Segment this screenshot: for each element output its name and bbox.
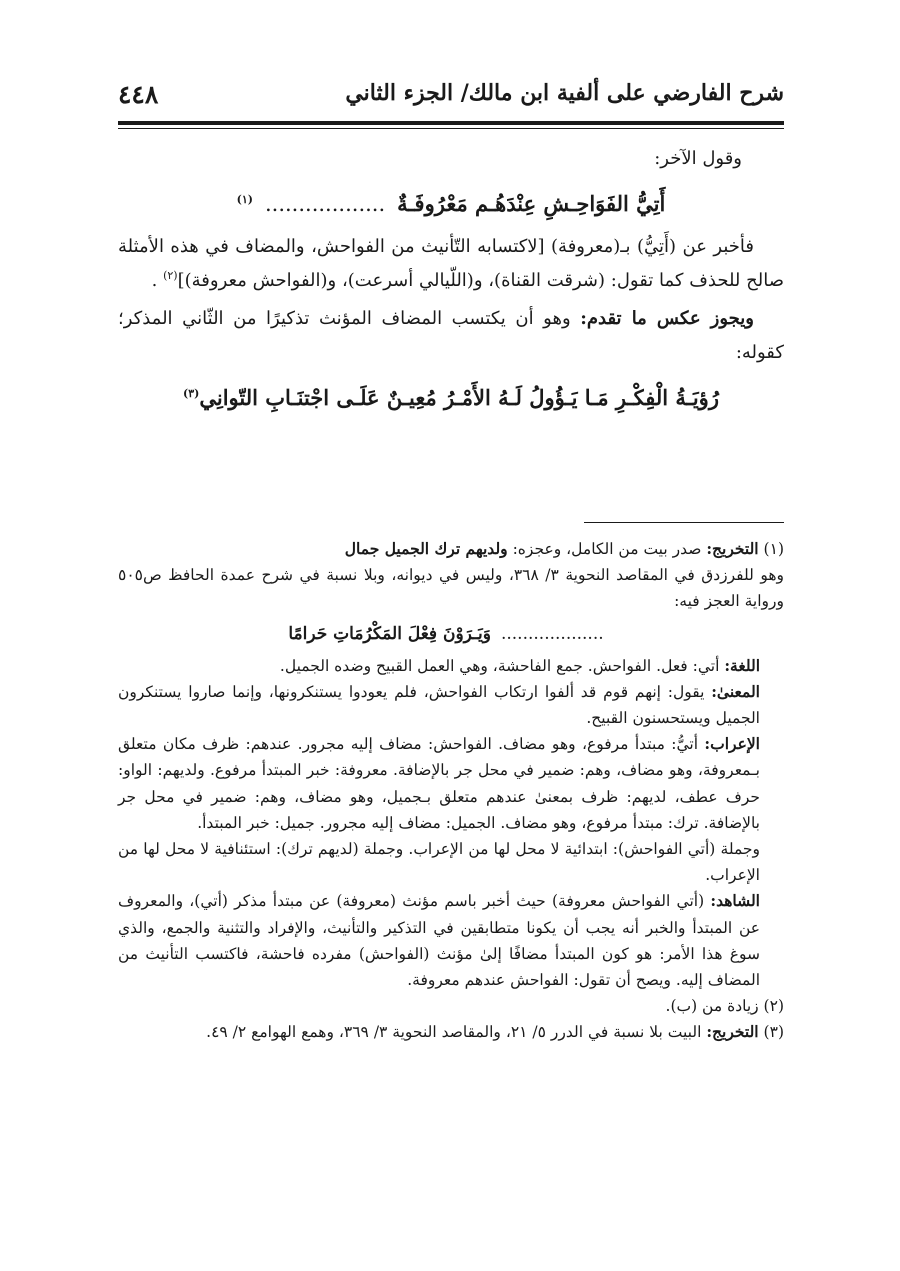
footnote-1-hemistich: ولديهم ترك الجميل جمال [344, 539, 508, 558]
header-rule-thick [118, 121, 784, 125]
footnotes [118, 536, 784, 1046]
footnote-1-sources: وهو للفرزدق في المقاصد النحوية ٣/ ٣٦٨، وليس في ديوانه، وبلا نسبة في شرح عمدة الحافظ ص٥٠٥ ورواية العجز فيه: [118, 566, 785, 611]
footnote-3 [118, 1019, 784, 1045]
lugha-text: أتي: فعل. الفواحش. جمع الفاحشة، وهي العمل القبيح وضده الجميل. [279, 656, 725, 675]
irab-label: الإعراب: [704, 734, 760, 754]
paragraph-1-end: . [151, 270, 164, 291]
footnote-marker-1: (١) [236, 193, 253, 206]
maana-label: المعنىٰ: [711, 681, 760, 701]
footnote-1-verse-text: وَيَـرَوْنَ فِعْلَ المَكْرُمَاتِ حَرامًا [288, 623, 491, 644]
footnote-marker-3: (٣) [183, 387, 200, 400]
footnote-3-label: التخريج: [706, 1022, 759, 1042]
paragraph-2-text: وهو أن يكتسب المضاف المؤنث تذكيرًا من الثّاني المذكر؛ كقوله: [118, 308, 784, 363]
page-number: ٤٤٨ [118, 80, 159, 109]
footnote-3-number: (٣) [758, 1023, 784, 1042]
paragraph-2 [118, 302, 784, 370]
footnote-separator [584, 522, 784, 523]
intro-line: وقول الآخر: [654, 148, 742, 169]
footnote-1-number: (١) [758, 540, 784, 558]
verse-1-text: أَتِيُّ الفَوَاحِـشِ عِنْدَهُـم مَعْرُوفَـةٌ [397, 191, 666, 216]
shahid-text: (أتي الفواحش معروفة) حيث أخبر باسم مؤنث (معروفة) عن مبتدأ مذكر (أتي)، والمعروف عن المبتدأ والخبر أنه يجب أن يكونا متطابقين في التذكير والتأنيث، والإفراد والتثنية والجمع، والذي سوغ هذا الأمر: هو كون المبتدأ مضافًا إلىٰ مؤنث (الفواحش) مفرده فاحشة، فاكتسب التأنيث من المضاف إليه. ويصح أن تقول: الفواحش عندهم معروفة. [118, 892, 760, 990]
footnote-2: (٢) زيادة من (ب). [665, 997, 784, 1016]
footnote-1-verse-dots: ................... [500, 623, 604, 644]
maana-note [118, 679, 784, 731]
shahid-note [118, 888, 784, 993]
main-text [118, 142, 784, 424]
header-rule-thin [118, 128, 784, 129]
paragraph-2-heading: ويجوز عكس ما تقدم: [580, 308, 754, 329]
irab-text: أتيُّ: مبتدأ مرفوع، وهو مضاف. الفواحش: مضاف إليه مجرور. عندهم: ظرف مكان متعلق بـمعروفة، وهو مضاف، وهم: ضمير في محل جر بالإضافة. معروفة: خبر المبتدأ مرفوع. ولديهم: الواو: حرف عطف، لديهم: ظرف بمعنىٰ عندهم متعلق بـجميل، وهو مضاف، وهم: ضمير في محل جر بالإضافة. ترك: مبتدأ مرفوع، وهو مضاف. الجميل: مضاف إليه مجرور. جميل: خبر المبتدأ. [118, 735, 760, 832]
verse-1 [118, 184, 784, 224]
footnote-1-verse [118, 619, 784, 649]
irab-note [118, 731, 784, 836]
footnote-1 [118, 536, 784, 562]
maana-text: يقول: إنهم قوم قد ألفوا ارتكاب الفواحش، فلم يعودوا يستنكرونها، وإنما صاروا يستنكرون الجميل ويستحسنون القبيح. [118, 682, 760, 728]
footnote-1-label: التخريج: [706, 539, 759, 558]
shahid-label: الشاهد: [710, 891, 760, 911]
verse-2 [118, 378, 784, 418]
verse-2-text: رُؤيَـةُ الْفِكْـرِ مَـا يَـؤُولُ لَـهُ الأَمْـرُ مُعِيـنٌ عَلَـى اجْتنَـابِ التّوانِي [199, 385, 719, 410]
paragraph-1-text: فأخبر عن (أَتِيُّ) بـ(معروفة) [لاكتسابه التّأنيث من الفواحش، والمضاف في هذه الأمثلة صالح للحذف كما تقول: (شرقت القناة)، و(اللّيالي أسرعت)، و(الفواحش معروفة)] [118, 236, 784, 291]
lugha-label: اللغة: [724, 655, 760, 675]
verse-1-dots: .................. [264, 192, 386, 216]
footnote-3-text: البيت بلا نسبة في الدرر ٥/ ٢١، والمقاصد النحوية ٣/ ٣٦٩، وهمع الهوامع ٢/ ٤٩. [206, 1023, 707, 1042]
footnote-marker-2: (٢) [163, 269, 178, 282]
running-title: شرح الفارضي على ألفية ابن مالك/ الجزء الثاني [345, 80, 784, 106]
footnote-1-text: صدر بيت من الكامل، وعجزه: [507, 540, 707, 558]
page-header [118, 74, 784, 118]
lugha-note [118, 653, 784, 679]
jumla-note: وجملة (أتي الفواحش): ابتدائية لا محل لها من الإعراب. وجملة (لديهم ترك): استئنافية لا محل لها من الإعراب. [118, 840, 760, 885]
paragraph-1 [118, 230, 784, 298]
